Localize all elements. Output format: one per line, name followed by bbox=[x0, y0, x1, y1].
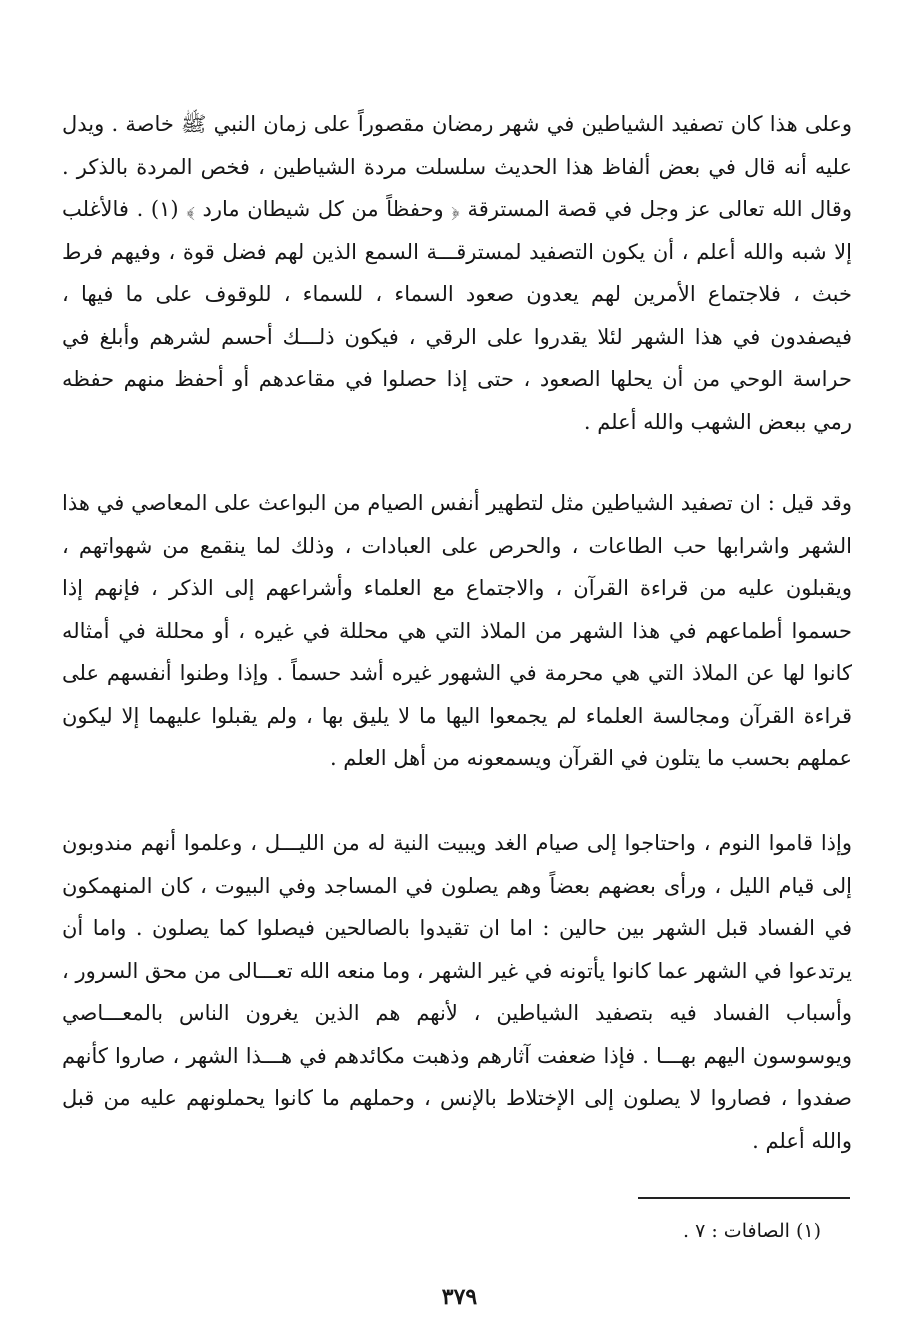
paragraph-2: وقد قيل : ان تصفيد الشياطين مثل لتطهير أنفس الصيام من البواعث على المعاصي في هذا الشهر واشرابها حب الطاعات ، والحرص على العبادات ، وذلك لما ينقمع من شهواتهم ، ويقبلون عليه من قراءة القرآن ، والاجتماع مع العلماء وأشراعهم إلى الذكر ، فإنهم إذا حسموا أطماعهم في هذا الشهر من الملاذ التي هي محللة في غيره ، أو محللة في أمثاله كانوا لها عن الملاذ التي هي محرمة في الشهور غيره أشد حسماً . وإذا وطنوا أنفسهم على قراءة القرآن ومجالسة العلماء لم يجمعوا اليها ما لا يليق بها ، ولم يقبلوا عليهما إلا ليكون عملهم بحسب ما يتلون في القرآن ويسمعونه من أهل العلم . bbox=[62, 491, 852, 770]
paragraph-1: وعلى هذا كان تصفيد الشياطين في شهر رمضان مقصوراً على زمان النبي ﷺ خاصة . ويدل عليه أنه قال في بعض ألفاظ هذا الحديث سلسلت مردة الشياطين ، فخص المردة بالذكر . وقال الله تعالى عز وجل في قصة المسترقة ﴿ وحفظاً من كل شيطان مارد ﴾ (١) . فالأغلب إلا شبه والله أعلم ، أن يكون التصفيد لمسترقـــة السمع الذين لهم فضل قوة ، وفيهم فرط خبث ، فلاجتماع الأمرين لهم يعدون صعود السماء ، للسماء ، للوقوف على ما فيها ، فيصفدون في هذا الشهر لئلا يقدروا على الرقي ، فيكون ذلـــك أحسم لشرهم وأبلغ في حراسة الوحي من أن يحلها الصعود ، حتى إذا حصلوا في مقاعدهم أو أحفظ منهم حفظه رمي ببعض الشهب والله أعلم . bbox=[62, 112, 853, 434]
paragraph-3: وإذا قاموا النوم ، واحتاجوا إلى صيام الغد ويبيت النية له من الليـــل ، وعلموا أنهم مندوبون إلى قيام الليل ، ورأى بعضهم بعضاً وهم يصلون في المساجد وفي البيوت ، كان المنهمكون في الفساد قبل الشهر بين حالين : اما ان تقيدوا بالصالحين فيصلوا كما يصلون . واما أن يرتدعوا في الشهر عما كانوا يأتونه في غير الشهر ، وما منعه الله تعـــالى من محق السرور ، وأسباب الفساد فيه بتصفيد الشياطين ، لأنهم هم الذين يغرون الناس بالمعـــاصي ويوسوسون اليهم بهـــا . فإذا ضعفت آثارهم وذهبت مكائدهم في هـــذا الشهر ، صاروا كأنهم صفدوا ، فصاروا لا يصلون إلى الإختلاط بالإنس ، وحملهم ما كانوا يحملونهم عليه من قبل والله أعلم . bbox=[62, 831, 852, 1153]
footnote-divider bbox=[638, 1197, 850, 1199]
page-number: ٣٧٩ bbox=[441, 1284, 478, 1310]
footnote: (١) الصافات : ٧ . bbox=[683, 1220, 821, 1242]
